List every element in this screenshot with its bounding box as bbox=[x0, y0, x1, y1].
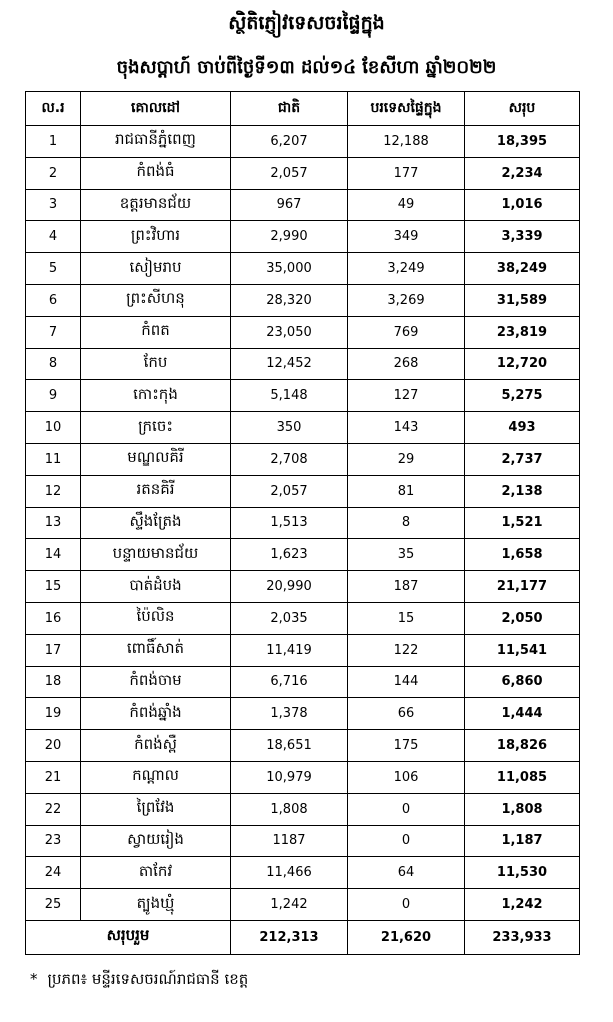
cell-national: 2,057 bbox=[231, 475, 348, 507]
cell-national: 350 bbox=[231, 412, 348, 444]
cell-total: 31,589 bbox=[465, 284, 580, 316]
cell-total: 18,826 bbox=[465, 730, 580, 762]
cell-total: 1,521 bbox=[465, 507, 580, 539]
cell-no: 12 bbox=[26, 475, 81, 507]
table-row bbox=[26, 157, 580, 189]
cell-no: 9 bbox=[26, 380, 81, 412]
cell-foreign: 66 bbox=[348, 698, 465, 730]
cell-foreign: 143 bbox=[348, 412, 465, 444]
cell-no: 14 bbox=[26, 539, 81, 571]
cell-destination: រាជធានីភ្នំពេញ bbox=[81, 126, 231, 158]
cell-destination: ត្បូងឃ្មុំ bbox=[81, 889, 231, 921]
cell-destination: សៀមរាប bbox=[81, 253, 231, 285]
cell-no: 2 bbox=[26, 157, 81, 189]
table-row bbox=[26, 475, 580, 507]
cell-national: 1,378 bbox=[231, 698, 348, 730]
cell-no: 21 bbox=[26, 761, 81, 793]
header-destination: គោលដៅ bbox=[81, 92, 231, 126]
cell-foreign: 49 bbox=[348, 189, 465, 221]
cell-foreign: 0 bbox=[348, 825, 465, 857]
table-row bbox=[26, 857, 580, 889]
source-footnote bbox=[30, 970, 248, 992]
header-no: ល.រ bbox=[26, 92, 81, 126]
header-foreign: បរទេសផ្ទៃក្នុង bbox=[348, 92, 465, 126]
cell-no: 17 bbox=[26, 634, 81, 666]
cell-national: 20,990 bbox=[231, 571, 348, 603]
cell-no: 20 bbox=[26, 730, 81, 762]
table-row bbox=[26, 761, 580, 793]
cell-no: 1 bbox=[26, 126, 81, 158]
table-row bbox=[26, 126, 580, 158]
table-row bbox=[26, 253, 580, 285]
cell-no: 18 bbox=[26, 666, 81, 698]
cell-no: 7 bbox=[26, 316, 81, 348]
cell-no: 24 bbox=[26, 857, 81, 889]
cell-national: 2,990 bbox=[231, 221, 348, 253]
table-row bbox=[26, 634, 580, 666]
cell-total: 1,658 bbox=[465, 539, 580, 571]
cell-foreign: 0 bbox=[348, 793, 465, 825]
table-row bbox=[26, 730, 580, 762]
table-row bbox=[26, 666, 580, 698]
cell-total: 2,737 bbox=[465, 443, 580, 475]
table-row bbox=[26, 380, 580, 412]
page-title: ស្ថិតិភ្ញៀវទេសចរផ្ទៃក្នុង bbox=[228, 12, 385, 34]
cell-national: 11,466 bbox=[231, 857, 348, 889]
cell-total: 11,541 bbox=[465, 634, 580, 666]
cell-no: 23 bbox=[26, 825, 81, 857]
cell-foreign: 3,249 bbox=[348, 253, 465, 285]
cell-destination: កំពង់ស្ពឺ bbox=[81, 730, 231, 762]
cell-national: 1,242 bbox=[231, 889, 348, 921]
table-row bbox=[26, 571, 580, 603]
cell-destination: រតនគិរី bbox=[81, 475, 231, 507]
cell-destination: កំពង់ឆ្នាំង bbox=[81, 698, 231, 730]
cell-national: 1187 bbox=[231, 825, 348, 857]
cell-total: 493 bbox=[465, 412, 580, 444]
cell-national: 6,716 bbox=[231, 666, 348, 698]
table-row bbox=[26, 825, 580, 857]
cell-national: 28,320 bbox=[231, 284, 348, 316]
cell-foreign: 0 bbox=[348, 889, 465, 921]
cell-national: 11,419 bbox=[231, 634, 348, 666]
table-header-row bbox=[26, 92, 580, 126]
grand-total-national: 212,313 bbox=[231, 920, 348, 954]
cell-national: 1,513 bbox=[231, 507, 348, 539]
cell-total: 1,242 bbox=[465, 889, 580, 921]
grand-total-row bbox=[26, 920, 580, 954]
cell-total: 6,860 bbox=[465, 666, 580, 698]
cell-destination: កំពត bbox=[81, 316, 231, 348]
cell-total: 1,808 bbox=[465, 793, 580, 825]
cell-foreign: 144 bbox=[348, 666, 465, 698]
footnote-text: ប្រភព៖ មន្ទីរទេសចរណ៍រាជធានី ខេត្ត bbox=[47, 970, 249, 988]
cell-foreign: 12,188 bbox=[348, 126, 465, 158]
page-subtitle: ចុងសប្តាហ៍ ចាប់ពីថ្ងៃទី១៣ ដល់១៤ ខែសីហា ឆ្នាំ២០២២ bbox=[116, 57, 497, 78]
cell-national: 5,148 bbox=[231, 380, 348, 412]
cell-national: 10,979 bbox=[231, 761, 348, 793]
table-row bbox=[26, 698, 580, 730]
cell-total: 1,187 bbox=[465, 825, 580, 857]
cell-destination: តាកែវ bbox=[81, 857, 231, 889]
cell-total: 21,177 bbox=[465, 571, 580, 603]
cell-total: 11,530 bbox=[465, 857, 580, 889]
cell-destination: កណ្តាល bbox=[81, 761, 231, 793]
cell-destination: ប៉ៃលិន bbox=[81, 602, 231, 634]
cell-national: 2,035 bbox=[231, 602, 348, 634]
cell-destination: ស្ទឹងត្រែង bbox=[81, 507, 231, 539]
table-row bbox=[26, 316, 580, 348]
table-row bbox=[26, 221, 580, 253]
header-national: ជាតិ bbox=[231, 92, 348, 126]
cell-national: 2,057 bbox=[231, 157, 348, 189]
cell-total: 2,234 bbox=[465, 157, 580, 189]
cell-national: 35,000 bbox=[231, 253, 348, 285]
cell-destination: កោះកុង bbox=[81, 380, 231, 412]
cell-no: 16 bbox=[26, 602, 81, 634]
cell-no: 5 bbox=[26, 253, 81, 285]
table-row bbox=[26, 443, 580, 475]
cell-destination: ព្រះសីហនុ bbox=[81, 284, 231, 316]
table-row bbox=[26, 889, 580, 921]
cell-foreign: 81 bbox=[348, 475, 465, 507]
cell-foreign: 64 bbox=[348, 857, 465, 889]
cell-destination: ព្រះវិហារ bbox=[81, 221, 231, 253]
cell-total: 3,339 bbox=[465, 221, 580, 253]
cell-national: 2,708 bbox=[231, 443, 348, 475]
cell-foreign: 349 bbox=[348, 221, 465, 253]
cell-destination: ក្រចេះ bbox=[81, 412, 231, 444]
cell-destination: ស្វាយរៀង bbox=[81, 825, 231, 857]
grand-total-label: សរុបរួម bbox=[26, 920, 231, 954]
cell-destination: បាត់ដំបង bbox=[81, 571, 231, 603]
cell-foreign: 127 bbox=[348, 380, 465, 412]
table-row bbox=[26, 284, 580, 316]
cell-national: 23,050 bbox=[231, 316, 348, 348]
cell-foreign: 769 bbox=[348, 316, 465, 348]
cell-no: 22 bbox=[26, 793, 81, 825]
table-body bbox=[26, 126, 580, 921]
table-row bbox=[26, 412, 580, 444]
footnote-marker: * bbox=[30, 970, 38, 988]
cell-total: 5,275 bbox=[465, 380, 580, 412]
cell-national: 12,452 bbox=[231, 348, 348, 380]
cell-no: 8 bbox=[26, 348, 81, 380]
cell-foreign: 175 bbox=[348, 730, 465, 762]
cell-no: 25 bbox=[26, 889, 81, 921]
cell-total: 2,138 bbox=[465, 475, 580, 507]
grand-total-total: 233,933 bbox=[465, 920, 580, 954]
table-row bbox=[26, 348, 580, 380]
cell-no: 6 bbox=[26, 284, 81, 316]
cell-total: 12,720 bbox=[465, 348, 580, 380]
table-row bbox=[26, 189, 580, 221]
cell-total: 18,395 bbox=[465, 126, 580, 158]
cell-national: 18,651 bbox=[231, 730, 348, 762]
cell-destination: កែប bbox=[81, 348, 231, 380]
cell-no: 3 bbox=[26, 189, 81, 221]
cell-total: 38,249 bbox=[465, 253, 580, 285]
cell-destination: បន្ទាយមានជ័យ bbox=[81, 539, 231, 571]
cell-destination: ពោធិ៍សាត់ bbox=[81, 634, 231, 666]
cell-foreign: 29 bbox=[348, 443, 465, 475]
cell-foreign: 35 bbox=[348, 539, 465, 571]
table-row bbox=[26, 602, 580, 634]
cell-destination: មណ្ឌលគិរី bbox=[81, 443, 231, 475]
cell-foreign: 187 bbox=[348, 571, 465, 603]
grand-total-foreign: 21,620 bbox=[348, 920, 465, 954]
cell-national: 1,623 bbox=[231, 539, 348, 571]
cell-foreign: 8 bbox=[348, 507, 465, 539]
cell-total: 1,016 bbox=[465, 189, 580, 221]
table-row bbox=[26, 793, 580, 825]
cell-foreign: 3,269 bbox=[348, 284, 465, 316]
cell-total: 11,085 bbox=[465, 761, 580, 793]
cell-foreign: 15 bbox=[348, 602, 465, 634]
header-total: សរុប bbox=[465, 92, 580, 126]
cell-no: 13 bbox=[26, 507, 81, 539]
table-row bbox=[26, 539, 580, 571]
cell-destination: ព្រៃវែង bbox=[81, 793, 231, 825]
cell-no: 15 bbox=[26, 571, 81, 603]
tourist-statistics-table bbox=[25, 91, 580, 955]
cell-no: 19 bbox=[26, 698, 81, 730]
cell-no: 10 bbox=[26, 412, 81, 444]
cell-no: 4 bbox=[26, 221, 81, 253]
cell-total: 23,819 bbox=[465, 316, 580, 348]
cell-destination: កំពង់ធំ bbox=[81, 157, 231, 189]
cell-foreign: 268 bbox=[348, 348, 465, 380]
cell-national: 6,207 bbox=[231, 126, 348, 158]
cell-destination: កំពង់ចាម bbox=[81, 666, 231, 698]
cell-foreign: 122 bbox=[348, 634, 465, 666]
cell-total: 1,444 bbox=[465, 698, 580, 730]
cell-destination: ឧត្តរមានជ័យ bbox=[81, 189, 231, 221]
table-row bbox=[26, 507, 580, 539]
cell-foreign: 177 bbox=[348, 157, 465, 189]
cell-national: 1,808 bbox=[231, 793, 348, 825]
cell-total: 2,050 bbox=[465, 602, 580, 634]
cell-no: 11 bbox=[26, 443, 81, 475]
cell-foreign: 106 bbox=[348, 761, 465, 793]
cell-national: 967 bbox=[231, 189, 348, 221]
